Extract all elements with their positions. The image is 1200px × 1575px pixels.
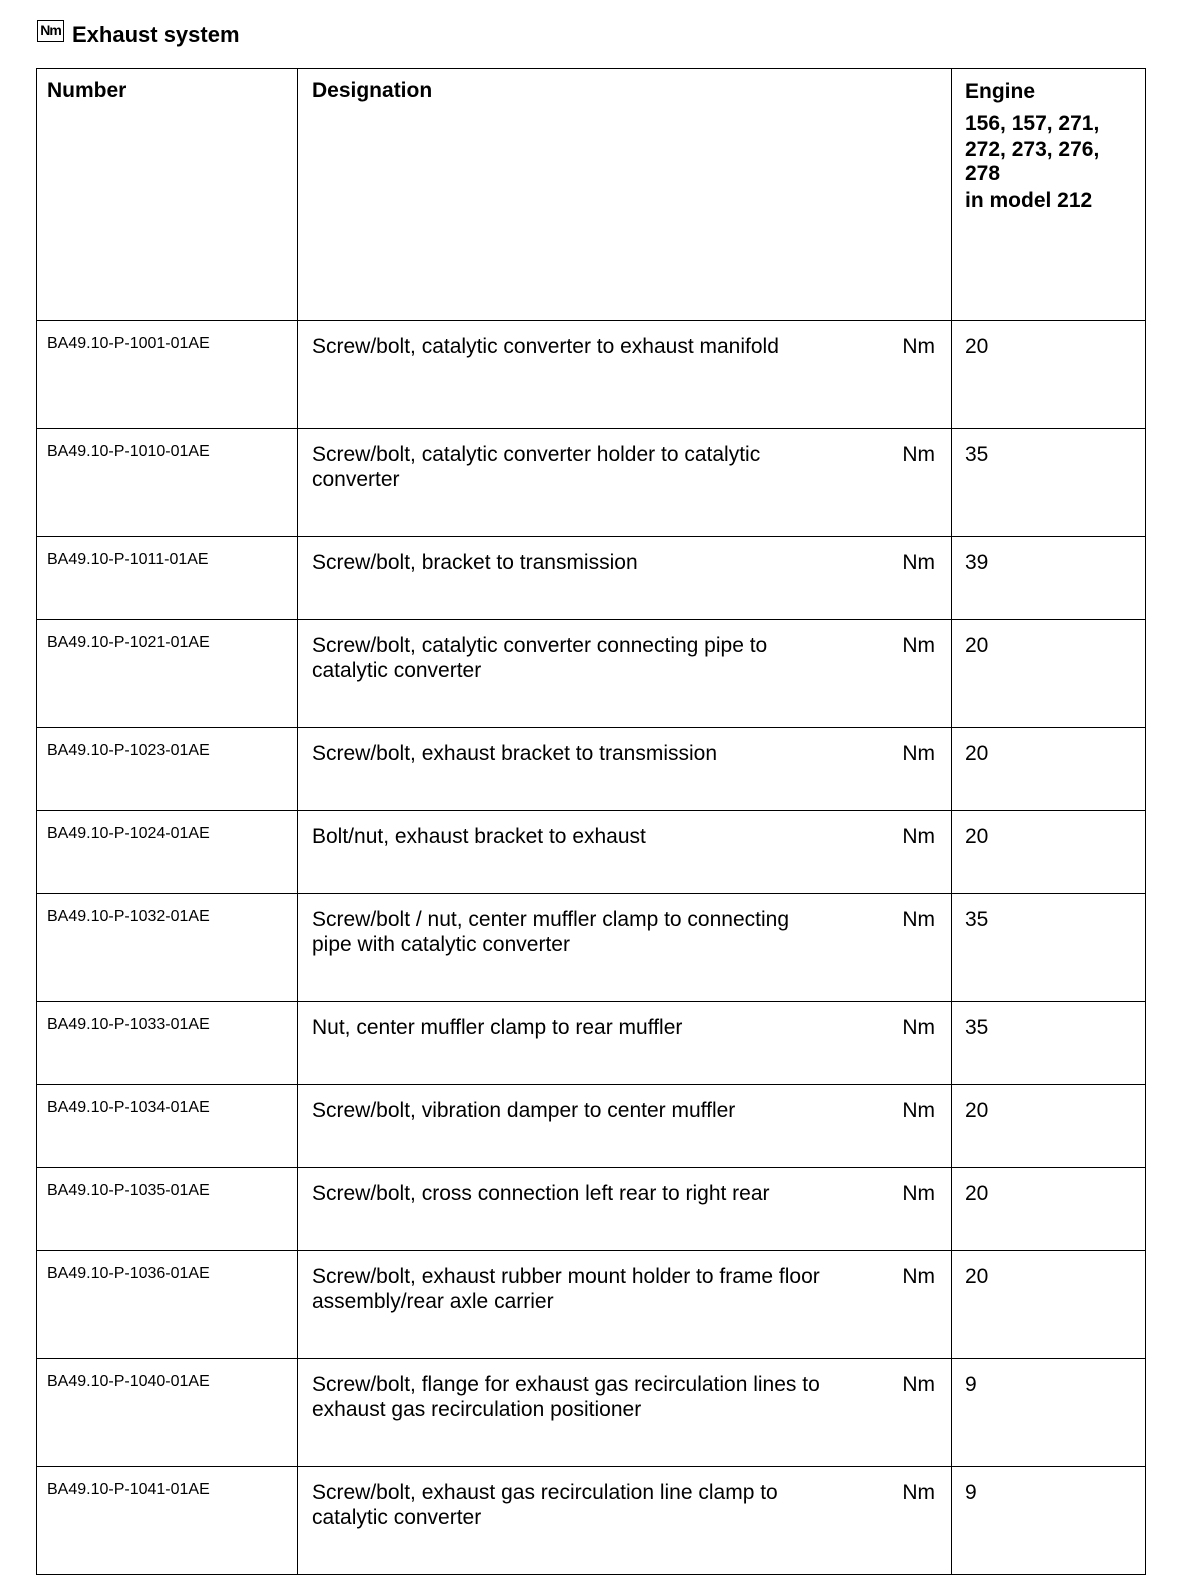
torque-unit: Nm [902,551,935,574]
part-number: BA49.10-P-1035-01AE [37,1168,298,1251]
header-engine-codes-3: 278 [965,162,1001,185]
header-designation: Designation [298,69,952,321]
torque-value: 20 [952,1085,1146,1168]
torque-nm-icon: Nm [37,20,64,42]
designation-text: Screw/bolt, vibration damper to center muffler [312,1099,736,1122]
designation-text: Bolt/nut, exhaust bracket to exhaust [312,825,646,848]
torque-value: 20 [952,620,1146,728]
designation-cell [298,620,952,728]
table-row [37,537,1146,620]
torque-unit: Nm [902,1265,935,1288]
part-number: BA49.10-P-1036-01AE [37,1251,298,1359]
part-number: BA49.10-P-1023-01AE [37,728,298,811]
part-number: BA49.10-P-1021-01AE [37,620,298,728]
table-row [37,1251,1146,1359]
torque-value: 9 [952,1467,1146,1575]
torque-unit: Nm [902,443,935,466]
table-row [37,811,1146,894]
torque-value: 20 [952,811,1146,894]
designation-cell [298,1168,952,1251]
torque-unit: Nm [902,825,935,848]
torque-value: 35 [952,1002,1146,1085]
section-title [37,20,240,50]
table-row [37,728,1146,811]
torque-unit: Nm [902,1481,935,1504]
table-row [37,1168,1146,1251]
designation-text: Screw/bolt, exhaust rubber mount holder to frame floor assembly/rear axle carrier [312,1265,820,1313]
page-title: Exhaust system [72,22,240,47]
table-row [37,321,1146,429]
part-number: BA49.10-P-1034-01AE [37,1085,298,1168]
designation-cell [298,1467,952,1575]
table-row [37,894,1146,1002]
designation-cell [298,728,952,811]
designation-text: Screw/bolt, exhaust bracket to transmission [312,742,718,765]
designation-cell [298,894,952,1002]
designation-text: Screw/bolt, bracket to transmission [312,551,638,574]
designation-cell [298,429,952,537]
header-number: Number [37,69,298,321]
header-engine [952,69,1146,321]
table-row [37,1085,1146,1168]
torque-value: 20 [952,321,1146,429]
part-number: BA49.10-P-1032-01AE [37,894,298,1002]
designation-text: Screw/bolt, cross connection left rear to right rear [312,1182,770,1205]
part-number: BA49.10-P-1010-01AE [37,429,298,537]
table-row [37,1359,1146,1467]
part-number: BA49.10-P-1011-01AE [37,537,298,620]
torque-value: 9 [952,1359,1146,1467]
torque-value: 20 [952,728,1146,811]
torque-value: 35 [952,894,1146,1002]
torque-unit: Nm [902,1099,935,1122]
designation-cell [298,1085,952,1168]
torque-table [36,68,1146,1575]
designation-text: Screw/bolt, catalytic converter holder to catalytic converter [312,443,761,491]
part-number: BA49.10-P-1033-01AE [37,1002,298,1085]
header-row [37,69,1146,321]
torque-unit: Nm [902,1182,935,1205]
designation-text: Nut, center muffler clamp to rear muffler [312,1016,683,1039]
designation-cell [298,811,952,894]
designation-cell [298,1359,952,1467]
designation-text: Screw/bolt, exhaust gas recirculation line clamp to catalytic converter [312,1481,778,1529]
part-number: BA49.10-P-1001-01AE [37,321,298,429]
designation-cell [298,1002,952,1085]
designation-text: Screw/bolt, flange for exhaust gas recirculation lines to exhaust gas recirculation positioner [312,1373,820,1421]
torque-unit: Nm [902,335,935,358]
header-engine-codes-2: 272, 273, 276, [965,138,1100,161]
table-row [37,1002,1146,1085]
part-number: BA49.10-P-1041-01AE [37,1467,298,1575]
torque-unit: Nm [902,634,935,657]
torque-unit: Nm [902,1373,935,1396]
designation-text: Screw/bolt, catalytic converter connecting pipe to catalytic converter [312,634,768,682]
designation-text: Screw/bolt / nut, center muffler clamp to connecting pipe with catalytic converter [312,908,790,956]
torque-value: 39 [952,537,1146,620]
torque-value: 20 [952,1251,1146,1359]
torque-unit: Nm [902,1016,935,1039]
part-number: BA49.10-P-1024-01AE [37,811,298,894]
table-row [37,620,1146,728]
designation-cell [298,537,952,620]
designation-text: Screw/bolt, catalytic converter to exhaust manifold [312,335,779,358]
header-engine-label: Engine [965,80,1036,103]
torque-value: 35 [952,429,1146,537]
torque-value: 20 [952,1168,1146,1251]
header-engine-model: in model 212 [965,189,1093,212]
table-row [37,429,1146,537]
designation-cell [298,1251,952,1359]
torque-unit: Nm [902,742,935,765]
table-row [37,1467,1146,1575]
part-number: BA49.10-P-1040-01AE [37,1359,298,1467]
header-engine-codes-1: 156, 157, 271, [965,112,1100,135]
designation-cell [298,321,952,429]
torque-unit: Nm [902,908,935,931]
